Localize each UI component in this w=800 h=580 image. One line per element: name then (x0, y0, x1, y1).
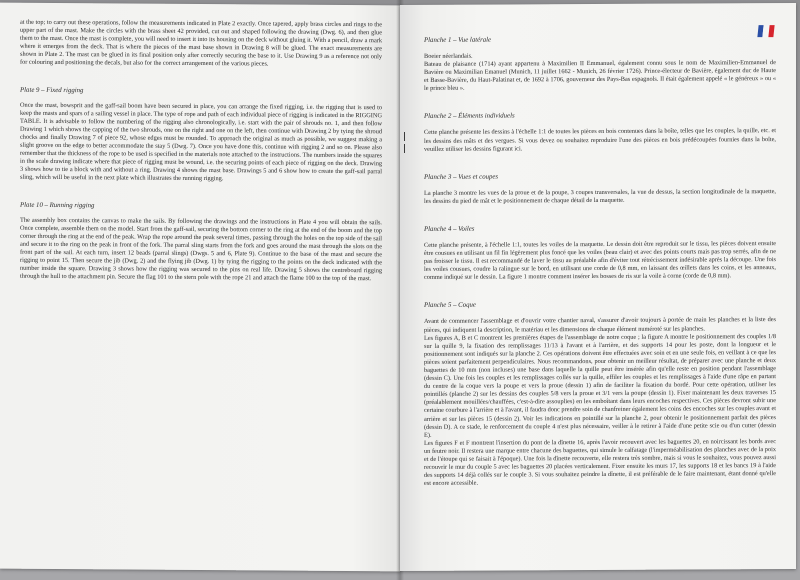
section-body-planche-5-figures: Les figures A, B et C montrent les premières étapes de l'assemblage de notre coque ; la figure A montre le positionnement des couples 1/8 sur la quille 9, la fixation des remplissages 11/13 à l'avant et à l'arrière, et des supports 14 pour les poste, dont la longueur et le positionnement sont indiqués sur la planche 2. Ces opérations doivent être effectuées avec soin et en une seule fois, en veillant à ce que les pièces soient parfaitement perpendiculaires. Nous recommandons, pour obtenir un meilleur résultat, de préparer avec une planche et deux baguettes de 10 mm (non incluses) une base dans laquelle la quille peut être insérée afin qu'elle reste en position pendant l'assemblage (dessin C). Une fois les couples et les remplissages collés sur la quille, effiler les couples et les remplissages à l'aide d'une râpe en partant du centre de la coque vers la poupe et vers la proue (dessin 1) afin de faciliter la fixation du bordé. Pour cette opération, utiliser les pointillés (planche 2) sur les dessins des couples 5/8 vers la proue et 3/1 vers la poupe (dessin 1). Fixer maintenant les deux traverses 15 (préalablement mouillées/chauffées, c'est-à-dire assouplies) en les emboîtant dans leurs encoches respectives. Ces pièces devront subir une certaine courbure à l'arrière et à l'avant, il faudra donc prendre soin de chanfreiner également les coins des encoches sur les couples avant et arrière et sur les pièces 15 (dessin 2). Voir les indications en pointillé sur la planche 2, pour obtenir le positionnement parfait des pièces (dessin D). A ce stade, le renforcement du couple 4 n'est plus nécessaire, veiller à le retirer à l'aide d'une petite scie ou d'un cutter (dessin E). (424, 332, 776, 439)
section-body-plate-9: Once the mast, bowsprit and the gaff-sail boom have been secured in place, you can arrange the fixed rigging, i.e. the rigging that is used to keep the masts and spars of a sailing vessel in place. The type of rope and path of each individual piece of rigging is indicated in the RIGGING TABLE. It is advisable to follow the numbering of the rigging also chronologically, i.e. start with the pair of shrouds no. 1, and then follow Drawing 1 which shows the capping of the two shrouds, one on the right and one on the left, then continue with Drawing 2 by tying the shroud chocks and finally Drawing 7 of piece 92, whose edges must be rounded. To approach the original as much as possible, we suggest making a slight groove on the edge to better accommodate the stay 5 (Dwg. 7). Once you have done this, continue with rigging 2 and so on. Please also remember that the thickness of the rope to be used is specified in the materials note attached to the instructions. The numbers inside the squares in the scale drawing indicate where that piece of rigging must be wound, i.e. the securing points of each piece of rigging on the deck. Drawing 3 shows how to tie a block with and without a ring. Drawing 4 shows the mast base. Drawings 5 and 6 show how to create the gaff-sail parral sling, which will be useful in the next plate which illustrates the running rigging. (20, 101, 382, 183)
section-body-planche-2: Cette planche présente les dessins à l'échelle 1:1 de toutes les pièces en bois contenues dans la boîte, telles que les couples, la quille, etc. et les dessins des mâts et des vergues. Si vous devez ou souhaitez reproduire l'une des pièces en bois prédécoupées fournies dans la boîte, veuillez utiliser les dessins figurant ici. (424, 127, 776, 153)
section-body-planche-4: Cette planche présente, à l'échelle 1:1, toutes les voiles de la maquette. Le dessin doit être reproduit sur le tissu, les pièces doivent ensuite être cousues en utilisant un fil fin légèrement plus foncé que les voiles (beau clair) et avec des points courts mais pas trop serrés, afin de ne pas froisser le tissu. Il est recommandé de laver le tissu au préalable afin d'éviter tout rétrécissement indésirable après la découpe. Une fois les voiles cousues, coudre la ralingue sur le bord, en utilisant une corde de 0,8 mm, en laissant des œillets dans les coins, et les anneaux, comme indiqué sur le dessin. La figure 1 montre comment insérer les bosses de ris sur la voile à corne (corde de 0,8 mm). (424, 240, 776, 282)
section-body-planche-1-line: Boeier néerlandais. (424, 52, 473, 60)
section-heading-planche-5: Planche 5 – Coque (424, 302, 476, 310)
section-body-planche-3: La planche 3 montre les vues de la proue et de la poupe, 3 coupes transversales, la vue de dessus, la section longitudinale de la maquette, les dessins du pied de mât et le positionnement de chaque détail de la maquette. (424, 187, 776, 205)
section-heading-planche-2: Planche 2 – Éléments individuels (424, 112, 515, 121)
section-heading-planche-1: Planche 1 – Vue latérale (424, 36, 492, 44)
section-body-planche-5-intro: Avant de commencer l'assemblage et d'ouvrir votre chantier naval, s'assurer d'avoir toujours à portée de main les planches et la liste des pièces, qui indiquent la description, le matériau et les dimensions de chaque élément numéroté sur les planches. (424, 316, 776, 334)
right-column (424, 23, 776, 488)
margin-mark (404, 132, 405, 141)
section-body-planche-1: Bateau de plaisance (1714) ayant appartenu à Maximilien II Emmanuel, également connu sous le nom de Maximilien-Emmanuel de Bavière ou Maximilian Emanuel (Munich, 11 juillet 1662 - Munich, 26 février 1726). Prince-électeur de Bavière, également duc de Haute et Basse-Bavière, du Haut-Palatinat et, de 1692 à 1706, gouverneur des Pays-Bas espagnols. Il était également appelé « le généreux » ou « le prince bleu ». (424, 59, 776, 93)
section-heading-planche-4: Planche 4 – Voiles (424, 225, 475, 233)
section-heading-plate-10: Plate 10 – Running rigging (20, 201, 95, 209)
left-page (0, 3, 400, 572)
right-page (400, 3, 796, 571)
section-heading-plate-9: Plate 9 – Fixed rigging (20, 86, 84, 94)
margin-mark (404, 144, 405, 153)
section-body-planche-5-dinette: Les figures F et F montrent l'insertion du pont de la dînette 16, après l'avoir recouvert avec les baguettes 20, en noircissant les bords avec un feutre noir. Il restera une marque entre chacune des baguettes, qui simule le calfatage (l'imperméabilisation des planches avec de la poix et de l'étoupe qui se faisait à l'époque). Une fois la dînette recouverte, elle restera très sombre, mais si vous le souhaitez, vous pouvez aussi recouvrir le mur du couple 5 avec les baguettes 20 placées verticalement. Fixer ensuite les murs 17, les supports 18 et les bancs 19 à l'aide des supports 14 déjà collés sur le couple 3. Si vous souhaitez peindre la dînette, il est préférable de le faire maintenant, étant donné qu'elle est encore accessible. (424, 437, 776, 488)
left-column (20, 19, 382, 284)
section-heading-planche-3: Planche 3 – Vues et coupes (424, 173, 499, 181)
section-body-plate-10: The assembly box contains the canvas to make the sails. By following the drawings and the instructions in Plate 4 you will obtain the sails. Once complete, assemble them on the model. Start from the gaff-sail, securing the bottom corner to the ring at the end of the boom and the top corner through the ring at the end of the peak. Wrap the rope around the peak several times, passing through the holes on the top side of the sail and secure it to the ring on the peak in front of the fork. The parral sling starts from the fork and goes around the mast through the slots on the front part of the sail. At each turn, insert 12 beads (parral slings) (Dwgs. 5 and 6, Plate 9). Continue to the base of the mast and secure the rigging to point 15. Then secure the jib (Dwg. 2) and the flying jib (Dwg. 1) by tying the rigging to the points on the deck indicated with the number inside the square. Drawing 3 shows how the rigging was secured to the pins on real life. Drawing 5 shows the centreboard rigging through the hull to the attachment pin. Secure the flag 101 to the stern pole with the rope 21 and attach the flame 100 to the top of the mast. (20, 216, 382, 283)
intro-paragraph: at the top; to carry out these operations, follow the measurements indicated in Plate 2 exactly. Once tapered, apply brass circles and rings to the upper part of the mast. Make the circles with the brass sheet 42 provided, cut out and shaped following the drawing (Dwg. 6), and then glue them to the mast. Once the mast is complete, you will need to insert it into its housing on the deck without gluing it. With a pencil, draw a mark where it emerges from the deck. That is where the pieces of the mast base shown in Drawing 8 will be glued. The exact measurements are shown in Plate 2. The mast can be glued in its final position only after correctly securing the base to it. Use Drawing 9 as a reference not only for colouring and positioning the decals, but also for the correct arrangement of the various pieces. (20, 18, 382, 68)
